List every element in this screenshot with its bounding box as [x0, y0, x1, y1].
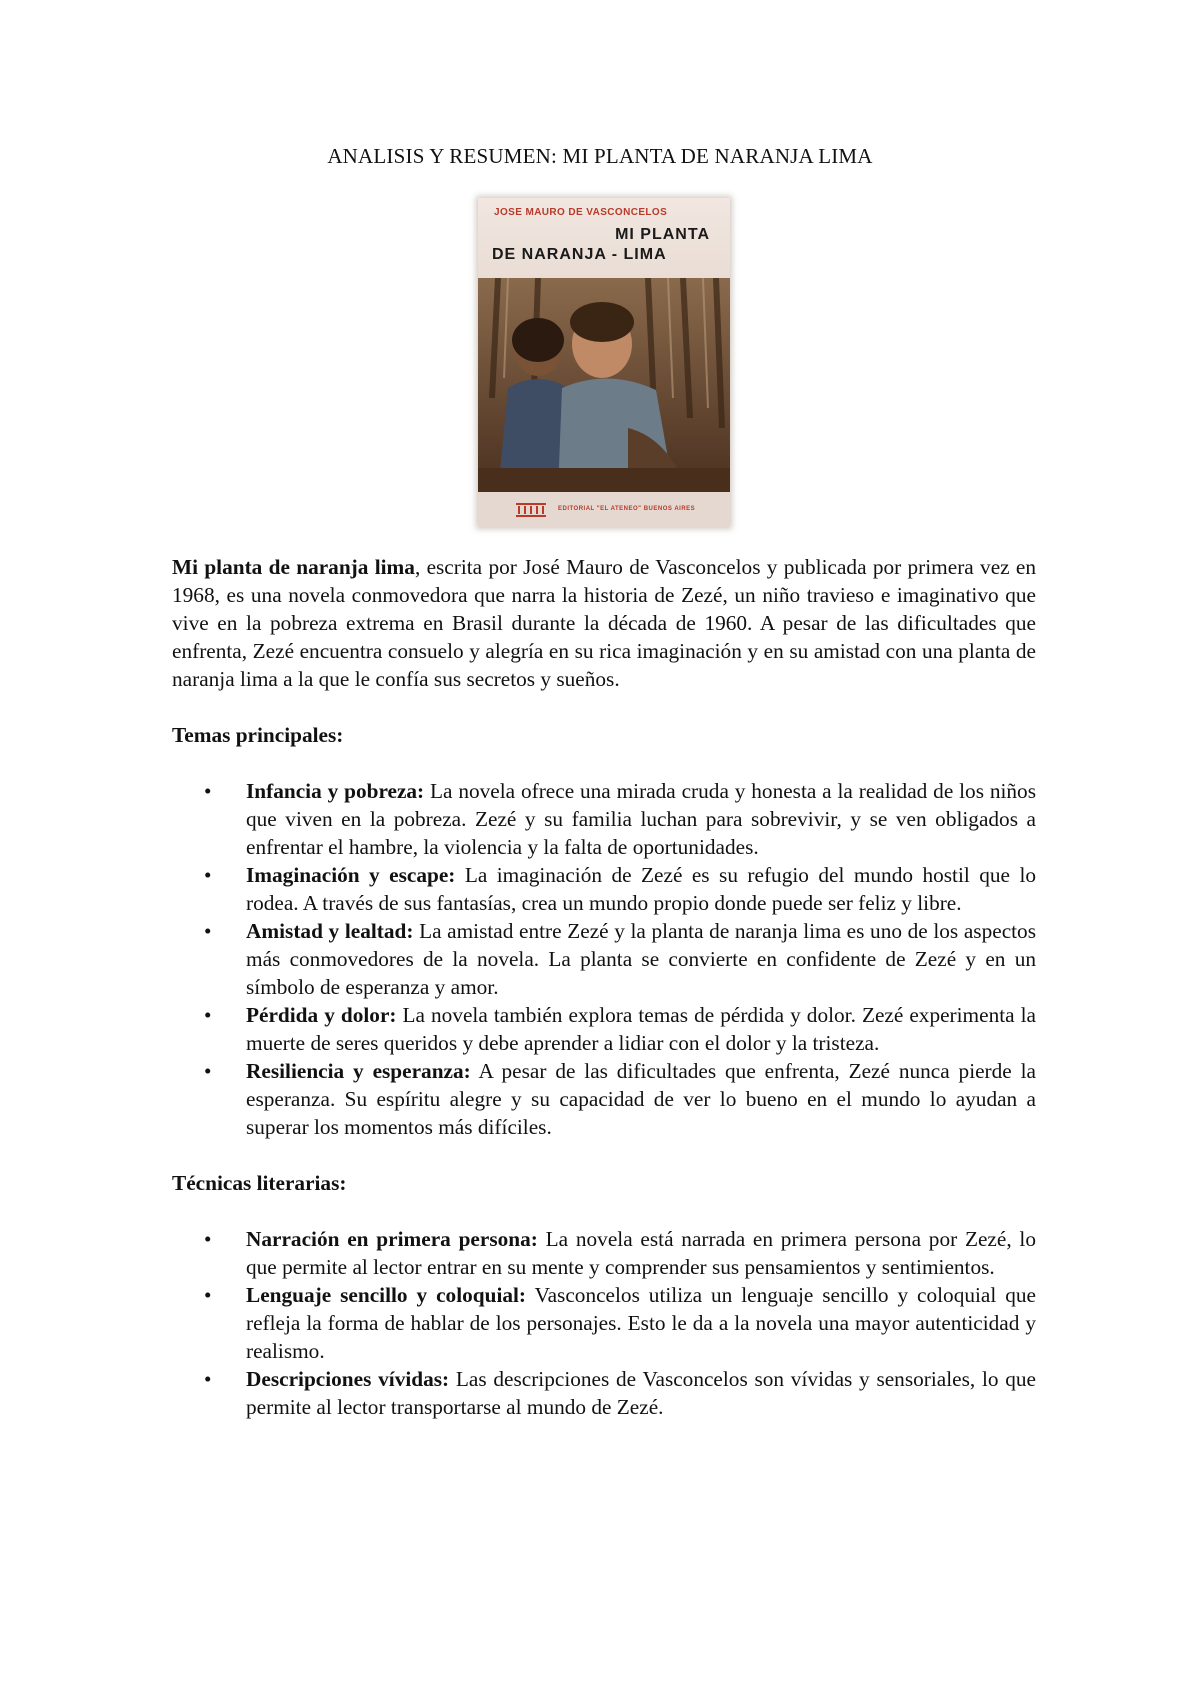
techniques-list: [172, 1225, 1036, 1421]
bullet: •: [204, 1367, 212, 1391]
list-item-label: Pérdida y dolor:: [246, 1003, 397, 1027]
cover-title-line2: DE NARANJA - LIMA: [492, 246, 667, 263]
list-item-label: Narración en primera persona:: [246, 1227, 538, 1251]
bullet: •: [204, 779, 212, 803]
intro-paragraph: [172, 553, 1036, 693]
list-item-label: Descripciones vívidas:: [246, 1367, 450, 1391]
list-item-text: La novela ofrece una mirada cruda y honesta a la realidad de los niños que viven en la pobreza. Zezé y su familia luchan para sobrevivir, y se ven obligados a enfrentar el hambre, la violencia y la falta de oportunidades.: [246, 779, 1036, 859]
list-item-text: Las descripciones de Vasconcelos son vívidas y sensoriales, lo que permite al lector transportarse al mundo de Zezé.: [246, 1367, 1037, 1419]
list-item: [172, 917, 1036, 1001]
list-item-label: Amistad y lealtad:: [246, 919, 414, 943]
list-item-label: Lenguaje sencillo y coloquial:: [246, 1283, 527, 1307]
book-cover-image: [478, 198, 730, 527]
bullet: •: [204, 1227, 212, 1251]
bullet: •: [204, 919, 212, 943]
themes-heading: Temas principales:: [172, 723, 344, 747]
techniques-heading: Técnicas literarias:: [172, 1171, 347, 1195]
document-title: ANALISIS Y RESUMEN: MI PLANTA DE NARANJA LIMA: [327, 144, 873, 168]
bullet: •: [204, 863, 212, 887]
document-body: [172, 553, 1036, 1421]
list-item-label: Infancia y pobreza:: [246, 779, 425, 803]
list-item: [172, 1225, 1036, 1281]
bullet: •: [204, 1003, 212, 1027]
intro-book-title: Mi planta de naranja lima: [172, 555, 415, 579]
intro-text: , escrita por José Mauro de Vasconcelos y publicada por primera vez en 1968, es una novela conmovedora que narra la historia de Zezé, un niño travieso e imaginativo que vive en la pobreza extrema en Brasil durante la década de 1960. A pesar de las dificultades que enfrenta, Zezé encuentra consuelo y alegría en su rica imaginación y en su amistad con una planta de naranja lima a la que le confía sus secretos y sueños.: [172, 555, 1037, 691]
list-item-text: A pesar de las dificultades que enfrenta, Zezé nunca pierde la esperanza. Su espíritu alegre y su capacidad de ver lo bueno en el mundo lo ayudan a superar los momentos más difíciles.: [246, 1059, 1036, 1139]
list-item: [172, 1057, 1036, 1141]
list-item: [172, 1281, 1036, 1365]
themes-list: [172, 777, 1036, 1141]
list-item-text: Vasconcelos utiliza un lenguaje sencillo y coloquial que refleja la forma de hablar de los personajes. Esto le da a la novela una mayor autenticidad y realismo.: [246, 1283, 1036, 1363]
cover-title-line1: MI PLANTA: [615, 226, 710, 243]
list-item-label: Resiliencia y esperanza:: [246, 1059, 471, 1083]
list-item-label: Imaginación y escape:: [246, 863, 456, 887]
cover-publisher: EDITORIAL "EL ATENEO" BUENOS AIRES: [558, 506, 696, 512]
cover-photo-children: [478, 278, 730, 492]
publisher-logo-icon: [514, 500, 548, 518]
list-item: [172, 1365, 1036, 1421]
bullet: •: [204, 1059, 212, 1083]
list-item-text: La imaginación de Zezé es su refugio del mundo hostil que lo rodea. A través de sus fantasías, crea un mundo propio donde puede ser feliz y libre.: [246, 863, 1037, 915]
list-item-text: La amistad entre Zezé y la planta de naranja lima es uno de los aspectos más conmovedores de la novela. La planta se convierte en confidente de Zezé y en un símbolo de esperanza y amor.: [246, 919, 1036, 999]
bullet: •: [204, 1283, 212, 1307]
cover-header: [478, 198, 730, 278]
cover-author: JOSE MAURO DE VASCONCELOS: [494, 207, 668, 218]
cover-footer: [478, 492, 730, 527]
list-item: [172, 861, 1036, 917]
list-item-text: La novela está narrada en primera persona por Zezé, lo que permite al lector entrar en su mente y comprender sus pensamientos y sentimientos.: [246, 1227, 1036, 1279]
list-item: [172, 1001, 1036, 1057]
list-item-text: La novela también explora temas de pérdida y dolor. Zezé experimenta la muerte de seres queridos y debe aprender a lidiar con el dolor y la tristeza.: [246, 1003, 1036, 1055]
list-item: [172, 777, 1036, 861]
